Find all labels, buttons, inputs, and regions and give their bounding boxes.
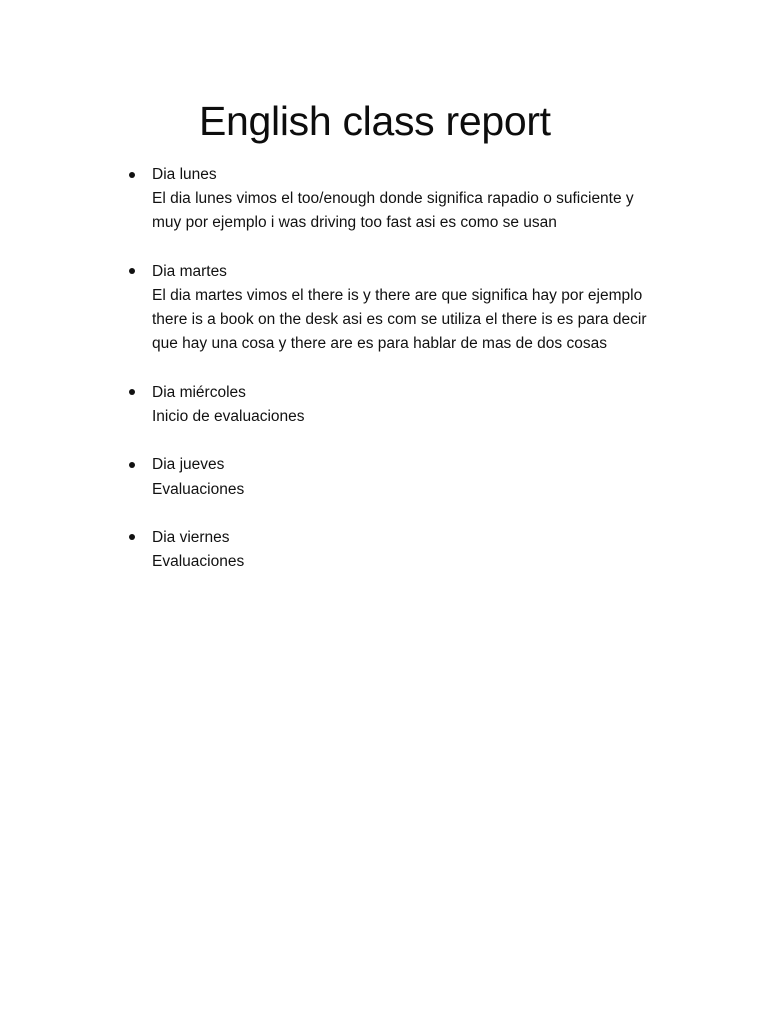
item-text: Evaluaciones [152,553,245,571]
page-title: English class report [199,98,551,144]
item-text: Inicio de evaluaciones [152,408,305,425]
bullet-icon [129,389,135,395]
item-text: Evaluaciones [152,480,245,498]
report-list [0,163,768,599]
item-heading: Dia jueves [152,456,225,474]
item-text: El dia lunes vimos el too/enough donde significa rapadio o suficiente y muy por ejemplo i was driving too fast asi es como se usan [152,190,634,232]
bullet-icon [129,534,135,540]
item-heading: Dia lunes [152,166,217,183]
item-heading: Dia martes [152,262,227,280]
list-item-jueves [0,453,672,501]
item-heading: Dia viernes [152,528,230,546]
item-text: El dia martes vimos el there is y there are que significa hay por ejemplo there is a book on the desk asi es com se utiliza el there is es para decir que hay una cosa y there are es para hablar de mas de dos cosas [152,287,647,353]
bullet-icon [129,268,135,274]
list-item-viernes [0,526,672,574]
bullet-icon [129,462,135,468]
bullet-icon [129,172,135,178]
item-heading: Dia miércoles [152,383,246,401]
list-item-lunes [0,163,672,236]
list-item-miercoles [0,381,672,429]
list-item-martes [0,260,672,357]
